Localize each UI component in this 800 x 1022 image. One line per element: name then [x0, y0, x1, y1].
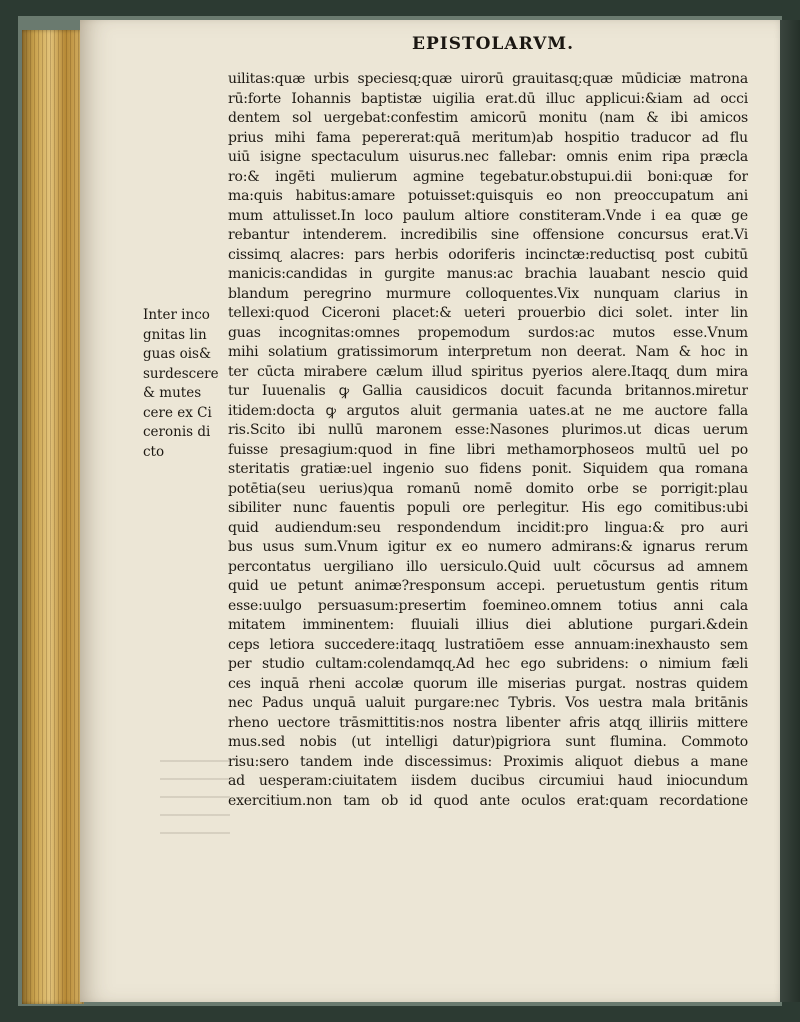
margin-note-line: gnitas lin [143, 326, 207, 343]
page-edges-gilt [22, 30, 84, 1004]
text-line: esse:uulgo persuasum:presertim foemineo.omnem totius anni cala [228, 597, 748, 614]
text-line: mum attulisset.In loco paulum altiore constiteram.Vnde i ea quæ ge [228, 207, 748, 224]
text-line: sibiliter nunc fauentis populi ore perlegitur. His ego comitibus:ubi [228, 500, 748, 516]
text-line: potētia(seu uerius)qua romanū nomē domito orbe se porrigit:plau [228, 480, 748, 497]
text-line: risu:sero tandem inde discessimus: Proximis aliquot diebus a mane [228, 753, 748, 770]
text-line: exercitium.non tam ob id quod ante oculos erat:quam recordatione [228, 792, 748, 809]
text-line: manicis:candidas in gurgite manus:ac brachia lauabant nescio quid [228, 266, 748, 282]
text-line: dentem sol uergebat:confestim amicorū monitu (nam & ibi amicos [228, 110, 748, 126]
text-line: mitatem imminentem: fluuiali illius diei ablutione purgari.&dein [228, 617, 748, 633]
text-line: ro:& ingēti mulierum agmine tegebatur.obstupui.dii boni:quæ for [228, 168, 748, 185]
body-text [228, 70, 748, 811]
text-line: quid ue petunt animæ?responsum accepi. peruetustum gentis ritum [228, 578, 748, 594]
text-line: ces inquā rheni accolæ quorum ille miserias purgat. nostras quidem [228, 675, 748, 692]
book-cover-edge [780, 20, 800, 1002]
text-line: guas incognitas:omnes propemodum surdos:ac mutos esse.Vnum [228, 324, 748, 341]
text-line: ter cūcta mirabere cælum illud spiritus pyerios alere.Itaqɋ dum mira [228, 363, 748, 380]
margin-note-line: surdescere [143, 365, 219, 382]
margin-note-line: cere ex Ci [143, 404, 212, 421]
text-line: uilitas:quæ urbis speciesɋ:quæ uirorū grauitasɋ:quæ mūdiciæ matrona [228, 71, 748, 87]
text-line: fuisse presagium:quod in fine libri methamorphoseos multū uel po [228, 441, 748, 458]
text-line: rebantur intenderem. incredibilis sine offensione concursus erat.Vi [228, 227, 748, 243]
text-line: uiū isigne spectaculum uisurus.nec fallebar: omnis enim ripa præcla [228, 149, 748, 165]
text-line: cissimɋ alacres: pars herbis odoriferis incinctæ:reductisɋ post cubitū [228, 246, 748, 263]
margin-note-line: cto [143, 443, 165, 460]
text-line: ris.Scito ibi nullū maronem esse:Nasones plurimos.ut dicas uerum [228, 422, 748, 438]
text-line: ma:quis habitus:amare potuisset:quisquis eo non preoccupatum ani [228, 188, 748, 204]
text-line: quid audiendum:seu respondendum incidit:pro lingua:& pro auri [228, 519, 748, 536]
margin-note-line: Inter inco [143, 307, 210, 323]
text-line: nec Padus unquā ualuit purgare:nec Tybris. Vos uestra mala britānis [228, 695, 748, 711]
text-line: percontatus uergiliano illo uersiculo.Quid uult cōcursus ad amnem [228, 558, 748, 575]
text-line: tur Iuuenalis ꝙ Gallia causidicos docuit facunda britannos.miretur [228, 383, 748, 399]
text-line: mihi solatium gratissimorum interpretum non deerat. Nam & hoc in [228, 344, 748, 360]
margin-note-line: & mutes [143, 385, 202, 401]
text-line: steritatis gratiæ:uel ingenio suo fidens ponit. Siquidem qua romana [228, 461, 748, 477]
show-through-text [160, 760, 230, 850]
text-line: rheno uectore trāsmittitis:nos nostra libenter afris atqɋ illiriis mittere [228, 714, 748, 731]
text-line: per studio cultam:colendamqɋ.Ad hec ego subridens: o nimium fæli [228, 656, 748, 672]
text-line: ceps letiora succedere:itaqɋ lustratiōem esse annuam:inexhausto sem [228, 636, 748, 653]
margin-note-line: ceronis di [143, 424, 211, 440]
running-head: EPISTOLARVM. [412, 34, 575, 54]
text-line: prius mihi fama pepererat:quā meritum)ab hospitio traducor ad flu [228, 129, 748, 146]
text-line: ad uesperam:ciuitatem iisdem ducibus circumiui haud iniocundum [228, 773, 748, 789]
text-line: mus.sed nobis (ut intelligi datur)pigriora sunt flumina. Commoto [228, 734, 748, 750]
text-line: bus usus sum.Vnum igitur ex eo numero admirans:& ignarus rerum [228, 539, 748, 555]
text-line: itidem:docta ꝙ argutos aluit germania uates.at ne me auctore falla [228, 402, 748, 419]
text-line: tellexi:quod Ciceroni placet:& ueteri prouerbio dici solet. inter lin [228, 305, 748, 321]
margin-note [143, 306, 225, 462]
text-line: blandum peregrino murmure colloquentes.Vix nunquam clarius in [228, 285, 748, 302]
text-line: rū:forte Iohannis baptistæ uigilia erat.dū illuc applicui:&iam ad occi [228, 90, 748, 107]
margin-note-line: guas ois& [143, 346, 211, 362]
